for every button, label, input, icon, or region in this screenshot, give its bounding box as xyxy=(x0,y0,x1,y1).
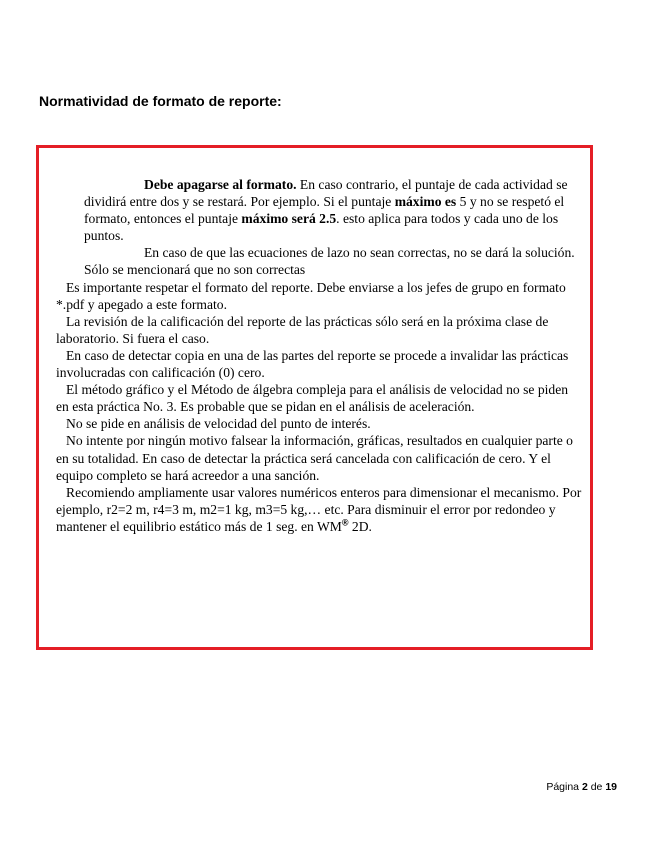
rule-velocity-point: No se pide en análisis de velocidad del punto de interés. xyxy=(66,416,371,432)
rule-format-paragraph: Debe apagarse al formato. En caso contrario, el puntaje de cada actividad se dividirá entre dos y se restará. Por ejemplo. Si el puntaje máximo es 5 y no se respetó el formato, entonces el puntaje máximo será 2.5. esto aplica para todos y cada uno de los puntos. xyxy=(84,177,568,244)
rule-no-falsify: No intente por ningún motivo falsear la información, gráficas, resultados en cualquier parte o en su totalidad. En caso de detectar la práctica será cancelada con calificación de cero. Y el equipo completo se hará acreedor a una sanción. xyxy=(56,433,573,483)
rule-grade-review: La revisión de la calificación del reporte de las prácticas sólo será en la próxima clase de laboratorio. Si fuera el caso. xyxy=(56,313,549,346)
rule-equations-paragraph: En caso de que las ecuaciones de lazo no sean correctas, no se dará la solución. Sólo se mencionará que no son correctas xyxy=(84,245,575,278)
rule-respect-format: Es importante respetar el formato del reporte. Debe enviarse a los jefes de grupo en formato *.pdf y apegado a este formato. xyxy=(56,279,566,312)
rule-copy-detection: En caso de detectar copia en una de las partes del reporte se procede a invalidar las prácticas involucradas con calificación (0) cero. xyxy=(56,347,569,381)
page-number: Página 2 de 19 xyxy=(546,781,617,793)
section-heading: Normatividad de formato de reporte: xyxy=(39,93,282,109)
rule-recommend-values: Recomiendo ampliamente usar valores numéricos enteros para dimensionar el mecanismo. Por ejemplo, r2=2 m, r4=3 m, m2=1 kg, m3=5 kg,… etc. Para disminuir el error por redondeo y mantener el equilibrio estático más de 1 seg. en WM® 2D. xyxy=(56,484,582,534)
rules-text xyxy=(56,176,584,535)
rule-graphic-method: El método gráfico y el Método de álgebra compleja para el análisis de velocidad no se piden en esta práctica No. 3. Es probable que se pidan en el análisis de aceleración. xyxy=(56,382,569,415)
